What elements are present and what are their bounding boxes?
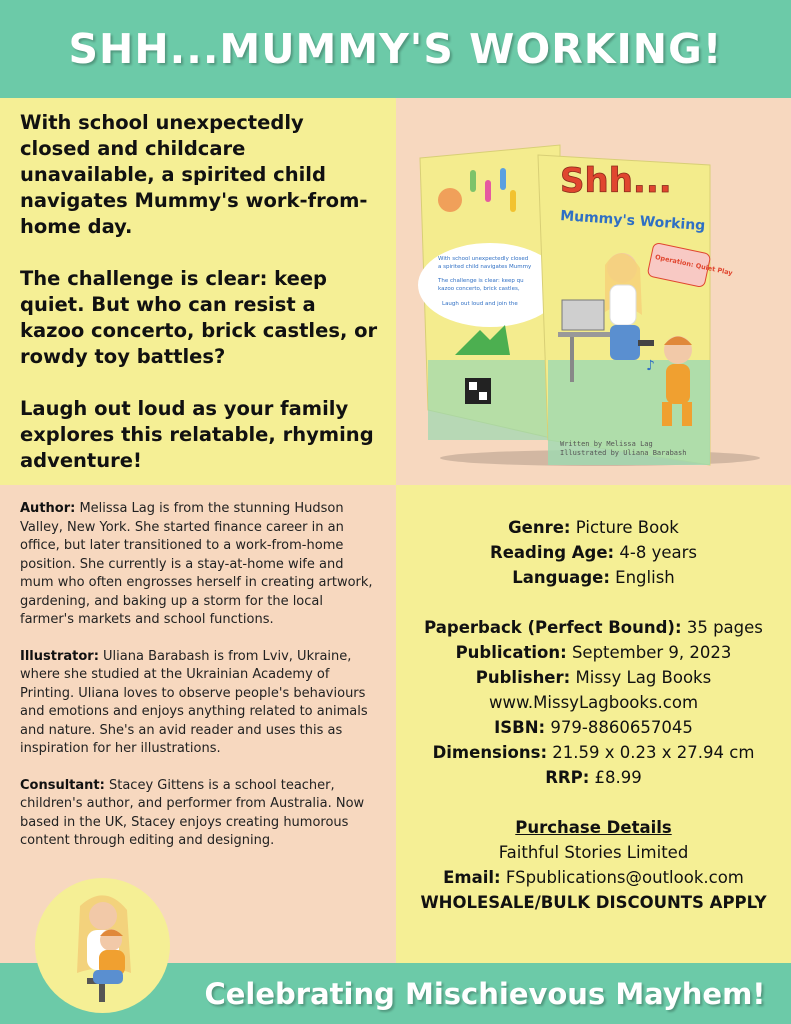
consultant-label: Consultant: [20,777,105,793]
purchase-company: Faithful Stories Limited [498,843,689,862]
publisher-row [396,665,791,690]
publication-row [396,640,791,665]
purchase-email-row [396,865,791,890]
child-outfit [666,364,690,404]
author-text: Melissa Lag is from the stunning Hudson Valley, New York. She started finance career in an office, but later transitioned to a work-from-home position. She currently is a stay-at-home wife and mum who often engrosses herself in creating artwork, gardening, and baking up a storm for the local farmer's markets and school functions. [20,501,373,627]
author-bio [20,500,380,630]
reading-age-value: 4-8 years [619,543,698,562]
page-title: SHH...MUMMY'S WORKING! [68,25,723,73]
back-child-figure [438,188,462,212]
book-details [396,515,791,915]
language-label: Language: [512,568,610,587]
back-text-line-5: Laugh out loud and join the [442,301,518,307]
purchase-email[interactable]: FSpublications@outlook.com [505,868,744,887]
reading-age-row [396,540,791,565]
publisher-label: Publisher: [475,668,571,687]
paperback-row [396,615,791,640]
publication-label: Publication: [455,643,567,662]
rrp-value: £8.99 [594,768,642,787]
consultant-text: Stacey Gittens is a school teacher, children's author, and performer from Australia. Now based in the UK, Stacey enjoys creating humorous content through editing and designing. [20,777,365,848]
genre-row [396,515,791,540]
book-blurb [20,110,380,500]
publisher-website[interactable]: www.MissyLagbooks.com [488,693,699,712]
isbn-value: 979-8860657045 [550,718,693,737]
book-front-cover [538,155,734,465]
back-text-line-1: With school unexpectedly closed [438,256,529,262]
dimensions-row [396,740,791,765]
back-text-line-3: The challenge is clear: keep qu [438,278,524,284]
mum-and-child-illustration [35,878,170,1013]
blurb-paragraph-2: The challenge is clear: keep quiet. But who can resist a kazoo concerto, brick castles, or rowdy toy battles? [20,267,378,368]
computer-monitor [562,300,604,330]
paperback-value: 35 pages [686,618,763,637]
back-text-line-2: a spirited child navigates Mummy [438,264,532,270]
consultant-bio [20,777,380,851]
purchase-details-heading: Purchase Details [515,818,672,837]
cover-title-mummys-working: Mummy's Working [559,208,706,235]
dimensions-value: 21.59 x 0.23 x 27.94 cm [552,743,755,762]
genre-value: Picture Book [575,518,679,537]
publisher-value: Missy Lag Books [575,668,712,687]
cover-illustrator-credit: Illustrated by Uliana Barabash [560,449,687,457]
language-value: English [615,568,675,587]
cover-badge: Operation: Quiet Play [654,252,734,278]
header-banner [0,0,791,98]
email-label: Email: [443,868,501,887]
reading-age-label: Reading Age: [489,543,615,562]
illustrator-text: Uliana Barabash is from Lviv, Ukraine, where she studied at the Ukrainian Academy of Printing. Uliana loves to observe people's behaviours and emotions and enjoys anything related to animals and nature. She's an avid reader and uses this as inspiration for her illustrations. [20,648,368,756]
qr-code [465,378,491,404]
wholesale-notice: WHOLESALE/BULK DISCOUNTS APPLY [420,893,767,912]
isbn-label: ISBN: [494,718,546,737]
author-label: Author: [20,501,76,516]
mum-face-small [89,902,117,930]
mum-jeans [610,325,640,360]
rrp-row [396,765,791,790]
isbn-row [396,715,791,740]
language-row [396,565,791,590]
back-text-line-4: kazoo concerto, brick castles, [438,286,520,292]
blurb-paragraph-3: Laugh out loud as your family explores this relatable, rhyming adventure! [20,397,374,472]
footer-tagline: Celebrating Mischievous Mayhem! [204,976,766,1011]
paperback-label: Paperback (Perfect Bound): [424,618,682,637]
illustrator-label: Illustrator: [20,648,99,664]
contributor-bios [20,500,380,869]
publication-value: September 9, 2023 [571,643,732,662]
office-chair [638,340,654,346]
illustrator-bio [20,648,380,759]
cover-title-shh: Shh... [560,161,672,201]
cover-author-credit: Written by Melissa Lag [560,440,653,448]
blurb-paragraph-1: With school unexpectedly closed and childcare unavailable, a spirited child navigates Mummy's work-from-home day. [20,111,368,238]
book-cover-mockup [410,140,770,470]
genre-label: Genre: [508,518,571,537]
rrp-label: RRP: [545,768,590,787]
music-note-icon: ♪ [646,358,655,374]
dimensions-label: Dimensions: [432,743,548,762]
